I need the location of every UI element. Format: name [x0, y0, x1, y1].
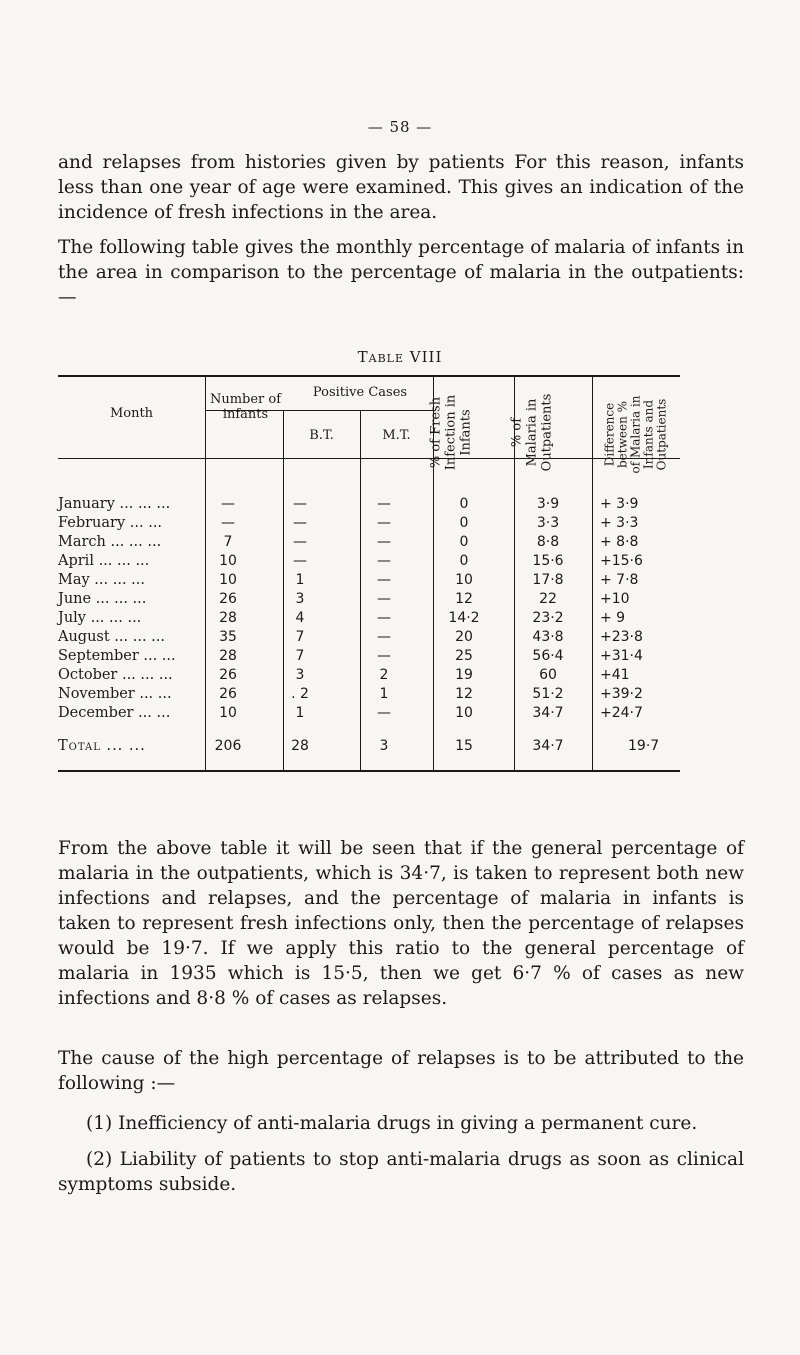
cell-month: February ... ...	[58, 515, 163, 531]
cell-mt: —	[377, 591, 391, 607]
cell-difference: + 8·8	[600, 534, 639, 550]
cell-bt: —	[293, 515, 307, 531]
cell-fresh: 12	[455, 686, 473, 702]
cell-fresh: 0	[459, 534, 469, 550]
cell-fresh: 0	[459, 515, 469, 531]
cell-month: June ... ... ...	[58, 591, 147, 607]
cell-number: 26	[219, 667, 237, 683]
cell-difference: +15·6	[600, 553, 643, 569]
cell-fresh: 10	[455, 705, 473, 721]
cell-fresh: 14·2	[448, 610, 480, 626]
table-row	[58, 495, 680, 514]
cell-number: 26	[219, 591, 237, 607]
header-fresh-infection: % of Fresh Infection in Infants	[428, 394, 474, 471]
table-row	[58, 514, 680, 533]
cell-mt: —	[377, 515, 391, 531]
header-number-of-infants: Number of infants	[209, 392, 282, 422]
cell-number: 26	[219, 686, 237, 702]
cell-outpatients: 3·3	[536, 515, 560, 531]
header-mt: M.T.	[382, 428, 411, 443]
list-item-cause-1: (1) Inefficiency of anti-malaria drugs in giving a permanent cure.	[86, 1113, 698, 1134]
cell-mt: 2	[379, 667, 389, 683]
cell-bt: 3	[295, 667, 305, 683]
cell-outpatients: 34·7	[532, 705, 564, 721]
cell-month: September ... ...	[58, 648, 176, 664]
cell-fresh: 25	[455, 648, 473, 664]
cell-outpatients: 43·8	[532, 629, 564, 645]
cell-difference: +39·2	[600, 686, 643, 702]
cell-mt: —	[377, 629, 391, 645]
page-number: — 58 —	[367, 118, 433, 136]
cell-month: Total ... ...	[58, 738, 146, 754]
cell-number: 206	[214, 738, 242, 754]
header-malaria-outpatients: % of Malaria in Outpatients	[509, 393, 555, 472]
cell-difference: +24·7	[600, 705, 643, 721]
cell-month: July ... ... ...	[58, 610, 142, 626]
table-row	[58, 609, 680, 628]
cell-number: —	[221, 515, 235, 531]
cell-difference: + 3·9	[600, 496, 639, 512]
cell-bt: 7	[295, 648, 305, 664]
cell-mt: —	[377, 496, 391, 512]
cell-bt: . 2	[291, 686, 309, 702]
list-item-cause-2: (2) Liability of patients to stop anti-malaria drugs as soon as clinical symptoms subside.	[58, 1149, 744, 1195]
cell-bt: 7	[295, 629, 305, 645]
table-row	[58, 704, 680, 723]
cell-month: December ... ...	[58, 705, 171, 721]
cell-number: 28	[219, 648, 237, 664]
cell-difference: +10	[600, 591, 630, 607]
cell-difference: + 3·3	[600, 515, 639, 531]
cell-number: 10	[219, 572, 237, 588]
header-difference: Difference between % of Malaria in Infants and Outpatients	[602, 395, 669, 474]
cell-mt: —	[377, 553, 391, 569]
cell-mt: —	[377, 534, 391, 550]
cell-fresh: 15	[455, 738, 473, 754]
table-bottom-rule	[58, 770, 680, 772]
cell-bt: —	[293, 553, 307, 569]
table-total-row	[58, 737, 680, 756]
cell-month: May ... ... ...	[58, 572, 145, 588]
cell-month: April ... ... ...	[58, 553, 150, 569]
cell-outpatients: 15·6	[532, 553, 564, 569]
cell-outpatients: 23·2	[532, 610, 564, 626]
paragraph-intro: and relapses from histories given by patients For this reason, infants less than one year of age were examined. This gives an indication of the incidence of fresh infections in the area.	[58, 152, 744, 223]
cell-bt: 1	[295, 572, 305, 588]
cell-number: —	[221, 496, 235, 512]
header-bt: B.T.	[309, 428, 334, 443]
cell-month: March ... ... ...	[58, 534, 162, 550]
table-row	[58, 571, 680, 590]
cell-fresh: 12	[455, 591, 473, 607]
cell-outpatients: 22	[539, 591, 557, 607]
cell-difference: 19·7	[628, 738, 660, 754]
cell-outpatients: 34·7	[532, 738, 564, 754]
cell-fresh: 0	[459, 496, 469, 512]
cell-mt: —	[377, 648, 391, 664]
cell-month: October ... ... ...	[58, 667, 173, 683]
cell-difference: +23·8	[600, 629, 643, 645]
cell-fresh: 0	[459, 553, 469, 569]
cell-mt: —	[377, 705, 391, 721]
cell-number: 35	[219, 629, 237, 645]
cell-mt: 3	[379, 738, 389, 754]
cell-mt: —	[377, 610, 391, 626]
header-month: Month	[109, 406, 154, 421]
cell-bt: 1	[295, 705, 305, 721]
cell-outpatients: 51·2	[532, 686, 564, 702]
cell-fresh: 19	[455, 667, 473, 683]
cell-bt: —	[293, 534, 307, 550]
cell-bt: 28	[291, 738, 309, 754]
table-row	[58, 628, 680, 647]
table-row	[58, 552, 680, 571]
cell-bt: 4	[295, 610, 305, 626]
cell-outpatients: 17·8	[532, 572, 564, 588]
table-row	[58, 647, 680, 666]
paragraph-causes-intro: The cause of the high percentage of relapses is to be attributed to the following :—	[58, 1048, 744, 1094]
cell-difference: +41	[600, 667, 630, 683]
cell-difference: +31·4	[600, 648, 643, 664]
cell-outpatients: 60	[539, 667, 557, 683]
cell-fresh: 10	[455, 572, 473, 588]
cell-number: 7	[223, 534, 233, 550]
paragraph-analysis: From the above table it will be seen that if the general percentage of malaria in the outpatients, which is 34·7, is taken to represent both new infections and relapses, and the percentage of malaria in infants is taken to represent fresh infections only, then the percentage of relapses would be 19·7. If we apply this ratio to the general percentage of malaria in 1935 which is 15·5, then we get 6·7 % of cases as new infections and 8·8 % of cases as relapses.	[58, 838, 744, 1009]
cell-bt: 3	[295, 591, 305, 607]
cell-bt: —	[293, 496, 307, 512]
cell-mt: —	[377, 572, 391, 588]
cell-month: November ... ...	[58, 686, 172, 702]
table-header-rule	[58, 458, 680, 459]
cell-number: 10	[219, 705, 237, 721]
table-row	[58, 666, 680, 685]
cell-difference: + 7·8	[600, 572, 639, 588]
cell-difference: + 9	[600, 610, 626, 626]
cell-outpatients: 56·4	[532, 648, 564, 664]
cell-number: 10	[219, 553, 237, 569]
paragraph-table-intro: The following table gives the monthly percentage of malaria of infants in the area in comparison to the percentage of malaria in the outpatients:—	[58, 237, 744, 308]
table-row	[58, 533, 680, 552]
cell-month: January ... ... ...	[58, 496, 171, 512]
table-title: Table VIII	[357, 348, 443, 366]
cell-fresh: 20	[455, 629, 473, 645]
table-top-rule	[58, 375, 680, 377]
cell-number: 28	[219, 610, 237, 626]
cell-outpatients: 3·9	[536, 496, 560, 512]
cell-outpatients: 8·8	[536, 534, 560, 550]
cell-month: August ... ... ...	[58, 629, 166, 645]
table-row	[58, 590, 680, 609]
cell-mt: 1	[379, 686, 389, 702]
table-row	[58, 685, 680, 704]
header-positive-cases: Positive Cases	[312, 385, 408, 400]
